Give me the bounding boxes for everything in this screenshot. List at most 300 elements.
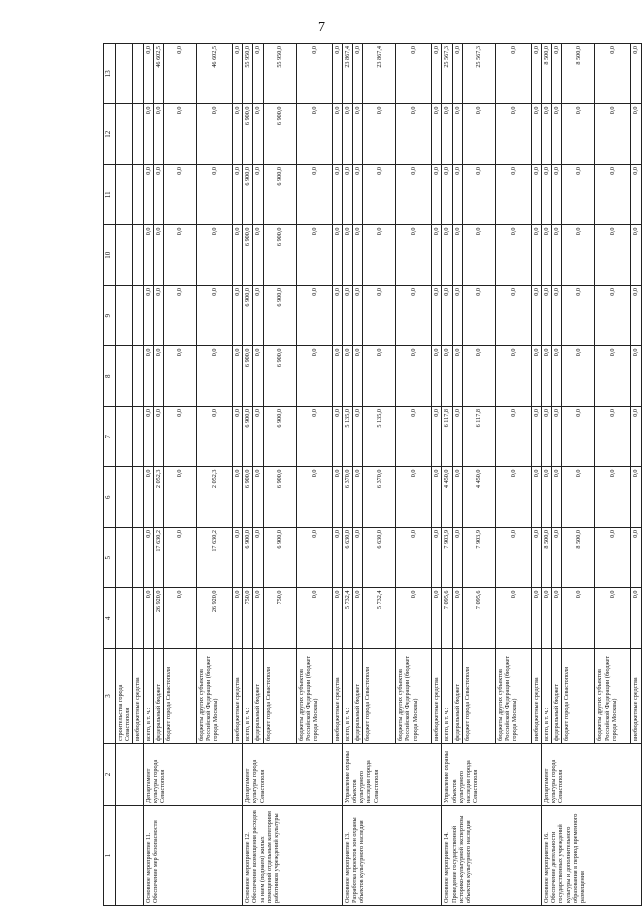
- budget-value: 0,0: [442, 346, 452, 407]
- budget-value: 0,0: [332, 588, 342, 649]
- budget-value: 0,0: [342, 225, 352, 286]
- budget-value: 0,0: [332, 286, 342, 347]
- budget-value: 6 900,0: [243, 467, 253, 528]
- header-row: [104, 44, 116, 906]
- budget-value: 4 450,0: [442, 467, 452, 528]
- budget-value: [133, 467, 143, 528]
- budget-value: 7 095,6: [442, 588, 452, 649]
- budget-value: 0,0: [164, 104, 197, 165]
- budget-value: 0,0: [631, 528, 641, 589]
- budget-value: 0,0: [396, 225, 432, 286]
- budget-source: внебюджетные средства: [233, 649, 243, 744]
- budget-value: 0,0: [552, 104, 562, 165]
- budget-value: 0,0: [253, 467, 263, 528]
- budget-value: 0,0: [452, 225, 462, 286]
- continuation-value: [116, 44, 133, 105]
- budget-source: всего, в т. ч.:: [143, 649, 153, 744]
- budget-value: 0,0: [363, 104, 396, 165]
- budget-value: 0,0: [462, 165, 495, 226]
- budget-value: 0,0: [164, 346, 197, 407]
- budget-value: 0,0: [531, 44, 541, 105]
- budget-value: 0,0: [396, 165, 432, 226]
- budget-value: 0,0: [552, 528, 562, 589]
- budget-value: 0,0: [143, 286, 153, 347]
- budget-source: бюджет города Севастополя: [462, 649, 495, 744]
- continuation-value: [116, 467, 133, 528]
- budget-value: 0,0: [432, 165, 442, 226]
- budget-value: 0,0: [452, 286, 462, 347]
- budget-value: 0,0: [143, 407, 153, 468]
- budget-value: 0,0: [452, 165, 462, 226]
- measure-title: Основное мероприятие 11. Обеспечение мер безопасности: [143, 806, 243, 906]
- budget-value: 0,0: [143, 165, 153, 226]
- budget-value: 0,0: [495, 165, 531, 226]
- budget-source: бюджеты других субъектов Российской Федерации (бюджет города Москвы): [296, 649, 332, 744]
- budget-value: 0,0: [143, 588, 153, 649]
- budget-value: 0,0: [495, 588, 531, 649]
- budget-value: 0,0: [197, 346, 233, 407]
- budget-value: 0,0: [542, 467, 552, 528]
- budget-value: 0,0: [531, 346, 541, 407]
- budget-value: 7 095,6: [462, 588, 495, 649]
- budget-value: 0,0: [363, 165, 396, 226]
- budget-value: 0,0: [233, 225, 243, 286]
- budget-value: 0,0: [562, 165, 595, 226]
- budget-value: 0,0: [562, 467, 595, 528]
- budget-value: 0,0: [396, 407, 432, 468]
- budget-value: 0,0: [353, 286, 363, 347]
- budget-value: 0,0: [363, 286, 396, 347]
- budget-value: 6 900,0: [263, 346, 296, 407]
- budget-value: 0,0: [363, 225, 396, 286]
- budget-value: 0,0: [552, 165, 562, 226]
- budget-value: [133, 165, 143, 226]
- budget-value: 6 370,0: [342, 467, 352, 528]
- column-header-5: 5: [104, 528, 116, 589]
- budget-value: 0,0: [353, 44, 363, 105]
- budget-value: 7 903,9: [442, 528, 452, 589]
- budget-value: 6 117,8: [462, 407, 495, 468]
- budget-value: 5 732,4: [342, 588, 352, 649]
- column-header-2: 2: [104, 744, 116, 806]
- table-body: [116, 44, 642, 906]
- budget-value: 6 900,0: [263, 407, 296, 468]
- continuation-measure-cell: [116, 806, 144, 906]
- budget-value: 0,0: [432, 225, 442, 286]
- budget-value: 0,0: [552, 286, 562, 347]
- budget-value: 0,0: [442, 165, 452, 226]
- budget-value: 0,0: [296, 467, 332, 528]
- budget-value: 0,0: [495, 286, 531, 347]
- budget-value: 6 900,0: [263, 225, 296, 286]
- budget-value: 0,0: [197, 286, 233, 347]
- budget-source: бюджеты других субъектов Российской Федерации (бюджет города Москвы): [396, 649, 432, 744]
- budget-value: 0,0: [197, 104, 233, 165]
- budget-value: 6 900,0: [243, 165, 253, 226]
- budget-source: внебюджетные средства: [631, 649, 641, 744]
- budget-value: 0,0: [531, 165, 541, 226]
- budget-value: 0,0: [164, 165, 197, 226]
- budget-value: 0,0: [342, 286, 352, 347]
- budget-value: 26 920,0: [153, 588, 163, 649]
- table-row: [442, 44, 452, 906]
- budget-value: 0,0: [164, 588, 197, 649]
- budget-value: 8 500,0: [542, 44, 552, 105]
- budget-value: 0,0: [452, 104, 462, 165]
- budget-value: 0,0: [296, 588, 332, 649]
- budget-value: 6 900,0: [263, 104, 296, 165]
- measure-title: Основное мероприятие 13. Разработка проектов зон охраны объектов культурного наследия: [342, 806, 442, 906]
- budget-value: 4 450,0: [462, 467, 495, 528]
- budget-value: 0,0: [353, 528, 363, 589]
- budget-value: 0,0: [396, 467, 432, 528]
- budget-value: 0,0: [253, 165, 263, 226]
- budget-value: 6 900,0: [243, 407, 253, 468]
- budget-value: 0,0: [253, 104, 263, 165]
- budget-value: 0,0: [562, 225, 595, 286]
- budget-value: 0,0: [332, 467, 342, 528]
- budget-value: 0,0: [452, 467, 462, 528]
- budget-value: 25 567,3: [462, 44, 495, 105]
- continuation-value: [116, 165, 133, 226]
- table-row: [342, 44, 352, 906]
- budget-value: 0,0: [432, 528, 442, 589]
- budget-value: 8 500,0: [562, 44, 595, 105]
- page-number: 7: [318, 20, 325, 35]
- budget-value: 0,0: [342, 104, 352, 165]
- continuation-executor-cell: [116, 744, 144, 806]
- table-row: [542, 44, 552, 906]
- budget-value: 0,0: [233, 44, 243, 105]
- budget-value: [133, 104, 143, 165]
- budget-value: 0,0: [432, 346, 442, 407]
- budget-value: 0,0: [631, 165, 641, 226]
- budget-value: 0,0: [595, 346, 631, 407]
- budget-value: 0,0: [342, 346, 352, 407]
- budget-value: 6 370,0: [363, 467, 396, 528]
- budget-value: 6 630,0: [363, 528, 396, 589]
- budget-value: 0,0: [253, 44, 263, 105]
- budget-source: бюджеты других субъектов Российской Федерации (бюджет города Москвы): [197, 649, 233, 744]
- budget-value: 0,0: [552, 467, 562, 528]
- continuation-value: [116, 104, 133, 165]
- budget-value: 0,0: [353, 467, 363, 528]
- budget-value: 0,0: [153, 407, 163, 468]
- budget-value: 0,0: [531, 588, 541, 649]
- budget-value: 0,0: [531, 104, 541, 165]
- budget-value: 0,0: [552, 588, 562, 649]
- budget-value: 0,0: [631, 346, 641, 407]
- budget-source: внебюджетные средства: [332, 649, 342, 744]
- budget-value: 6 900,0: [263, 286, 296, 347]
- budget-value: 6 900,0: [263, 528, 296, 589]
- budget-value: 0,0: [495, 346, 531, 407]
- budget-value: 2 052,3: [153, 467, 163, 528]
- budget-value: 0,0: [164, 44, 197, 105]
- budget-value: 0,0: [595, 407, 631, 468]
- budget-value: 0,0: [452, 44, 462, 105]
- budget-value: 0,0: [253, 588, 263, 649]
- budget-value: 0,0: [631, 44, 641, 105]
- budget-value: 17 630,2: [153, 528, 163, 589]
- budget-value: 0,0: [332, 407, 342, 468]
- budget-value: 0,0: [253, 407, 263, 468]
- budget-value: 0,0: [595, 528, 631, 589]
- budget-value: 0,0: [396, 286, 432, 347]
- measure-title: Основное мероприятие 16. Обеспечение деятельности государственных учреждений культуры и дополнительного образования в период временного размещения: [542, 806, 642, 906]
- continuation-row: [116, 44, 133, 906]
- budget-value: [133, 286, 143, 347]
- budget-source: внебюджетные средства: [432, 649, 442, 744]
- budget-source: федеральный бюджет: [452, 649, 462, 744]
- budget-value: 0,0: [542, 588, 552, 649]
- budget-value: 0,0: [595, 588, 631, 649]
- budget-value: 0,0: [631, 225, 641, 286]
- budget-value: 0,0: [595, 104, 631, 165]
- measure-executor: Департамент культуры города Севастополя: [542, 744, 642, 806]
- budget-source: бюджет города Севастополя: [263, 649, 296, 744]
- continuation-value: [116, 407, 133, 468]
- budget-value: 0,0: [495, 467, 531, 528]
- budget-value: 0,0: [562, 286, 595, 347]
- budget-value: 0,0: [495, 44, 531, 105]
- budget-value: 750,0: [243, 588, 253, 649]
- budget-value: 0,0: [296, 528, 332, 589]
- budget-value: 0,0: [353, 407, 363, 468]
- budget-value: 23 867,4: [342, 44, 352, 105]
- budget-value: 750,0: [263, 588, 296, 649]
- budget-value: 0,0: [452, 346, 462, 407]
- budget-value: 0,0: [296, 104, 332, 165]
- budget-value: 0,0: [595, 44, 631, 105]
- budget-value: 46 602,5: [197, 44, 233, 105]
- budget-value: 6 900,0: [243, 346, 253, 407]
- budget-value: [133, 528, 143, 589]
- column-header-7: 7: [104, 407, 116, 468]
- continuation-value: [116, 346, 133, 407]
- budget-value: 0,0: [164, 528, 197, 589]
- budget-value: 0,0: [396, 528, 432, 589]
- budget-value: 8 500,0: [562, 528, 595, 589]
- budget-value: 0,0: [143, 225, 153, 286]
- table-row: [143, 44, 153, 906]
- budget-value: 6 630,0: [342, 528, 352, 589]
- budget-value: 0,0: [296, 44, 332, 105]
- budget-source: всего, в т. ч.:: [542, 649, 552, 744]
- column-header-1: 1: [104, 806, 116, 906]
- budget-value: 0,0: [631, 588, 641, 649]
- budget-value: 0,0: [552, 407, 562, 468]
- budget-value: 0,0: [253, 286, 263, 347]
- budget-value: 0,0: [495, 104, 531, 165]
- budget-value: 0,0: [164, 407, 197, 468]
- budget-value: [133, 44, 143, 105]
- budget-value: 0,0: [542, 104, 552, 165]
- budget-value: 0,0: [197, 407, 233, 468]
- table-header: [104, 44, 116, 906]
- budget-value: 0,0: [495, 407, 531, 468]
- budget-value: 0,0: [143, 44, 153, 105]
- measure-title: Основное мероприятие 12. Обеспечение возмещения расходов за наем (поднаем) жилых помещений отдельным категориям работников учреждений культуры: [243, 806, 343, 906]
- budget-value: 0,0: [353, 165, 363, 226]
- budget-value: 0,0: [253, 346, 263, 407]
- budget-value: 0,0: [332, 104, 342, 165]
- budget-source: бюджеты других субъектов Российской Федерации (бюджет города Москвы): [495, 649, 531, 744]
- budget-value: 0,0: [452, 588, 462, 649]
- budget-value: 0,0: [552, 225, 562, 286]
- budget-value: 0,0: [332, 165, 342, 226]
- continuation-value: [116, 588, 133, 649]
- measure-executor: Департамент культуры города Севастополя: [243, 744, 343, 806]
- budget-value: 6 900,0: [243, 225, 253, 286]
- budget-value: 0,0: [153, 225, 163, 286]
- budget-value: 0,0: [253, 225, 263, 286]
- budget-value: 0,0: [143, 467, 153, 528]
- budget-value: 0,0: [542, 286, 552, 347]
- budget-value: 0,0: [562, 346, 595, 407]
- budget-value: 0,0: [442, 225, 452, 286]
- budget-value: 5 135,0: [342, 407, 352, 468]
- budget-value: 0,0: [353, 346, 363, 407]
- column-header-11: 11: [104, 165, 116, 226]
- column-header-12: 12: [104, 104, 116, 165]
- budget-value: 7 903,9: [462, 528, 495, 589]
- budget-value: 0,0: [631, 286, 641, 347]
- budget-value: 0,0: [233, 165, 243, 226]
- budget-value: 0,0: [233, 407, 243, 468]
- budget-value: 6 900,0: [263, 165, 296, 226]
- column-header-4: 4: [104, 588, 116, 649]
- budget-source: федеральный бюджет: [253, 649, 263, 744]
- rotated-table-wrapper: [103, 44, 640, 906]
- budget-value: 0,0: [531, 407, 541, 468]
- financing-table: [103, 43, 642, 906]
- budget-value: 0,0: [531, 286, 541, 347]
- budget-source: всего, в т. ч.:: [442, 649, 452, 744]
- budget-value: 0,0: [542, 165, 552, 226]
- budget-value: 0,0: [353, 104, 363, 165]
- budget-value: 6 900,0: [243, 528, 253, 589]
- budget-value: 0,0: [233, 346, 243, 407]
- budget-value: 0,0: [332, 44, 342, 105]
- budget-value: 0,0: [332, 225, 342, 286]
- budget-source: бюджет города Севастополя: [363, 649, 396, 744]
- measure-title: Основное мероприятие 14. Проведение государственной историко-культурной экспертизы объектов культурного наследия: [442, 806, 542, 906]
- budget-value: 0,0: [143, 346, 153, 407]
- table-row: [243, 44, 253, 906]
- column-header-6: 6: [104, 467, 116, 528]
- budget-value: 0,0: [432, 588, 442, 649]
- budget-value: 0,0: [552, 44, 562, 105]
- budget-value: 0,0: [595, 165, 631, 226]
- budget-source: федеральный бюджет: [353, 649, 363, 744]
- budget-value: 0,0: [296, 286, 332, 347]
- budget-value: 0,0: [452, 528, 462, 589]
- budget-source: всего, в т. ч.:: [342, 649, 352, 744]
- budget-value: 0,0: [296, 346, 332, 407]
- budget-value: 0,0: [233, 528, 243, 589]
- budget-value: 0,0: [462, 225, 495, 286]
- continuation-source: строительства города Севастополя: [116, 649, 133, 744]
- budget-value: 17 630,2: [197, 528, 233, 589]
- budget-value: 0,0: [396, 588, 432, 649]
- budget-value: 0,0: [143, 104, 153, 165]
- budget-value: 5 135,0: [363, 407, 396, 468]
- budget-value: 0,0: [442, 286, 452, 347]
- budget-value: 0,0: [164, 286, 197, 347]
- budget-value: [133, 225, 143, 286]
- budget-value: 0,0: [296, 225, 332, 286]
- budget-value: 0,0: [342, 165, 352, 226]
- budget-value: 0,0: [164, 467, 197, 528]
- budget-value: 0,0: [432, 407, 442, 468]
- budget-value: 0,0: [542, 407, 552, 468]
- budget-value: [133, 346, 143, 407]
- budget-value: 0,0: [462, 286, 495, 347]
- budget-value: 0,0: [233, 286, 243, 347]
- budget-value: 55 950,0: [263, 44, 296, 105]
- budget-value: 0,0: [197, 165, 233, 226]
- budget-value: 0,0: [432, 44, 442, 105]
- budget-value: 0,0: [531, 467, 541, 528]
- budget-value: 0,0: [197, 225, 233, 286]
- budget-value: 0,0: [164, 225, 197, 286]
- budget-value: 0,0: [631, 407, 641, 468]
- budget-value: 2 052,3: [197, 467, 233, 528]
- budget-value: 0,0: [143, 528, 153, 589]
- budget-value: 0,0: [233, 467, 243, 528]
- budget-value: 0,0: [432, 467, 442, 528]
- budget-source: бюджет города Севастополя: [164, 649, 197, 744]
- column-header-9: 9: [104, 286, 116, 347]
- budget-value: 0,0: [296, 407, 332, 468]
- budget-value: 0,0: [595, 467, 631, 528]
- budget-value: 0,0: [631, 467, 641, 528]
- budget-source: федеральный бюджет: [153, 649, 163, 744]
- budget-value: 6 117,8: [442, 407, 452, 468]
- budget-value: 0,0: [531, 225, 541, 286]
- budget-value: 0,0: [233, 104, 243, 165]
- budget-value: 0,0: [432, 104, 442, 165]
- budget-value: [133, 407, 143, 468]
- budget-value: 0,0: [595, 225, 631, 286]
- budget-value: 5 732,4: [363, 588, 396, 649]
- continuation-value: [116, 286, 133, 347]
- budget-value: 0,0: [495, 528, 531, 589]
- budget-value: 6 900,0: [243, 104, 253, 165]
- budget-value: 0,0: [332, 528, 342, 589]
- budget-value: 0,0: [153, 286, 163, 347]
- budget-value: 0,0: [562, 104, 595, 165]
- budget-value: 0,0: [552, 346, 562, 407]
- measure-executor: Департамент культуры города Севастополя: [143, 744, 243, 806]
- budget-source: всего, в т. ч.:: [243, 649, 253, 744]
- budget-value: 0,0: [153, 104, 163, 165]
- budget-value: 0,0: [396, 104, 432, 165]
- measure-executor: Управление охраны объектов культурного наследия города Севастополя: [342, 744, 442, 806]
- budget-value: 0,0: [531, 528, 541, 589]
- budget-value: 0,0: [353, 225, 363, 286]
- column-header-3: 3: [104, 649, 116, 744]
- budget-value: 6 900,0: [243, 286, 253, 347]
- budget-value: 0,0: [462, 104, 495, 165]
- budget-source: бюджет города Севастополя: [562, 649, 595, 744]
- continuation-value: [116, 225, 133, 286]
- budget-value: 23 867,4: [363, 44, 396, 105]
- continuation-value: [116, 528, 133, 589]
- budget-value: 8 500,0: [542, 528, 552, 589]
- measure-executor: Управление охраны объектов культурного наследия города Севастополя: [442, 744, 542, 806]
